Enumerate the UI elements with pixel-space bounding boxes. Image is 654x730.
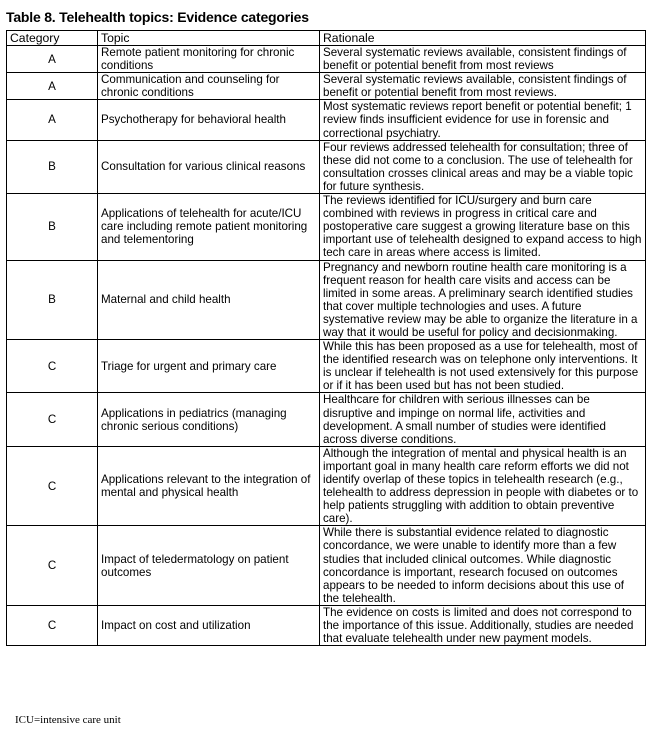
topic-cell: Remote patient monitoring for chronic conditions bbox=[98, 46, 320, 73]
table-title: Table 8. Telehealth topics: Evidence categories bbox=[6, 9, 309, 25]
rationale-cell: Healthcare for children with serious illnesses can be disruptive and impinge on normal life, activities and development. A small number of studies were identified across diverse conditions. bbox=[320, 393, 646, 446]
rationale-cell: Pregnancy and newborn routine health care monitoring is a frequent reason for health care visits and access can be limited in some areas. A preliminary search identified studies that cover multiple technologies and uses. A future systemative review may be able to organize the literature in a way that it would be useful for policy and decisionmaking. bbox=[320, 260, 646, 340]
rationale-cell: While there is substantial evidence related to diagnostic concordance, we were unable to identify more than a few studies that included clinical outcomes. While diagnostic concordance is important, research focused on outcomes appears to be needed to inform decisions about this use of the telehealth. bbox=[320, 526, 646, 606]
topic-cell: Psychotherapy for behavioral health bbox=[98, 100, 320, 140]
table-row bbox=[7, 260, 646, 340]
topic-cell: Communication and counseling for chronic conditions bbox=[98, 73, 320, 100]
table-row bbox=[7, 140, 646, 193]
category-cell: C bbox=[7, 393, 98, 446]
table-row bbox=[7, 526, 646, 606]
table-row bbox=[7, 46, 646, 73]
category-cell: C bbox=[7, 526, 98, 606]
rationale-cell: While this has been proposed as a use for telehealth, most of the identified research was on telephone only interventions. It is unclear if telehealth is not used extensively for this purpose or if it has been used but has not been studied. bbox=[320, 340, 646, 393]
rationale-cell: Four reviews addressed telehealth for consultation; three of these did not come to a conclusion. The use of telehealth for consultation crosses clinical areas and may be a viable topic for future synthesis. bbox=[320, 140, 646, 193]
topic-cell: Impact of teledermatology on patient outcomes bbox=[98, 526, 320, 606]
rationale-cell: The reviews identified for ICU/surgery and burn care combined with reviews in progress in critical care and postoperative care suggest a growing literature base on this important use of telehealth designed to expand access to high tech care in areas where access is limited. bbox=[320, 194, 646, 260]
rationale-cell: The evidence on costs is limited and does not correspond to the importance of this issue. Additionally, studies are needed that evaluate telehealth under new payment models. bbox=[320, 605, 646, 645]
topic-cell: Applications in pediatrics (managing chronic serious conditions) bbox=[98, 393, 320, 446]
category-cell: A bbox=[7, 100, 98, 140]
table-row bbox=[7, 194, 646, 260]
table-row bbox=[7, 100, 646, 140]
category-cell: C bbox=[7, 446, 98, 526]
header-rationale: Rationale bbox=[320, 31, 646, 46]
category-cell: C bbox=[7, 605, 98, 645]
category-cell: A bbox=[7, 46, 98, 73]
header-topic: Topic bbox=[98, 31, 320, 46]
topic-cell: Maternal and child health bbox=[98, 260, 320, 340]
topic-cell: Applications of telehealth for acute/ICU care including remote patient monitoring and telementoring bbox=[98, 194, 320, 260]
table-row bbox=[7, 73, 646, 100]
category-cell: A bbox=[7, 73, 98, 100]
table-row bbox=[7, 446, 646, 526]
category-cell: B bbox=[7, 194, 98, 260]
category-cell: B bbox=[7, 260, 98, 340]
evidence-table bbox=[6, 30, 646, 646]
table-header-row bbox=[7, 31, 646, 46]
topic-cell: Triage for urgent and primary care bbox=[98, 340, 320, 393]
table-row bbox=[7, 605, 646, 645]
category-cell: C bbox=[7, 340, 98, 393]
topic-cell: Impact on cost and utilization bbox=[98, 605, 320, 645]
table-footnote: ICU=intensive care unit bbox=[15, 714, 121, 726]
rationale-cell: Although the integration of mental and physical health is an important goal in many health care reform efforts we did not identify overlap of these topics in telehealth research (e.g., telehealth to address depression in people with diabetes or to help patients struggling with addition to obtain preventive care). bbox=[320, 446, 646, 526]
table-row bbox=[7, 393, 646, 446]
topic-cell: Applications relevant to the integration of mental and physical health bbox=[98, 446, 320, 526]
header-category: Category bbox=[7, 31, 98, 46]
rationale-cell: Most systematic reviews report benefit or potential benefit; 1 review finds insufficient evidence for use in forensic and correctional psychiatry. bbox=[320, 100, 646, 140]
topic-cell: Consultation for various clinical reasons bbox=[98, 140, 320, 193]
rationale-cell: Several systematic reviews available, consistent findings of benefit or potential benefit from most reviews bbox=[320, 46, 646, 73]
table-row bbox=[7, 340, 646, 393]
category-cell: B bbox=[7, 140, 98, 193]
rationale-cell: Several systematic reviews available, consistent findings of benefit or potential benefit from most reviews. bbox=[320, 73, 646, 100]
